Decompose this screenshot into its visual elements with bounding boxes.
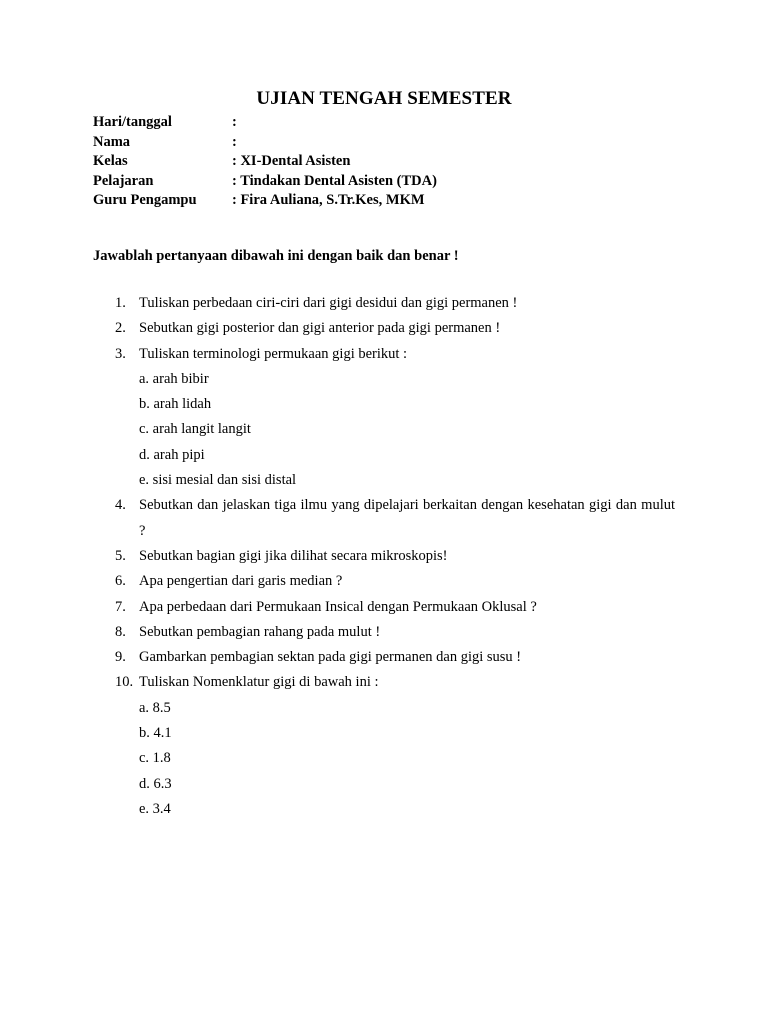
- info-label: Guru Pengampu: [93, 192, 197, 208]
- question-item: [93, 670, 675, 695]
- question-item: [93, 620, 675, 645]
- question-sub-item: e. 3.4: [139, 800, 171, 817]
- question-text: Apa perbedaan dari Permukaan Insical dengan Permukaan Oklusal ?: [139, 598, 537, 615]
- question-item: [93, 569, 675, 594]
- question-number: [93, 595, 139, 620]
- question-item: [93, 493, 675, 544]
- exam-info-block: [93, 113, 437, 211]
- question-number-label: 2.: [115, 320, 126, 337]
- question-list: [93, 291, 675, 822]
- question-text: Tuliskan Nomenklatur gigi di bawah ini :: [139, 674, 379, 691]
- question-number-label: 9.: [115, 649, 126, 666]
- question-number: [93, 645, 139, 670]
- info-row-subject: [93, 172, 437, 192]
- question-sub-item: d. 6.3: [139, 775, 172, 792]
- question-number-label: 3.: [115, 345, 126, 362]
- question-number: [93, 342, 139, 367]
- instruction-text: Jawablah pertanyaan dibawah ini dengan baik dan benar !: [93, 248, 459, 264]
- question-sub-item: b. 4.1: [139, 725, 172, 742]
- info-value: : Fira Auliana, S.Tr.Kes, MKM: [232, 192, 425, 208]
- question-number-label: 5.: [115, 547, 126, 564]
- info-label: Nama: [93, 133, 131, 150]
- info-row-name: [93, 133, 437, 153]
- question-number: [93, 569, 139, 594]
- info-value: :: [232, 114, 237, 130]
- question-item: [93, 544, 675, 569]
- info-value: : XI-Dental Asisten: [232, 153, 351, 169]
- question-number: [93, 544, 139, 569]
- info-row-teacher: [93, 191, 437, 211]
- question-text: Tuliskan terminologi permukaan gigi berikut :: [139, 345, 408, 362]
- question-text: Sebutkan dan jelaskan tiga ilmu yang dipelajari berkaitan dengan kesehatan gigi dan mulut ?: [139, 497, 675, 539]
- question-number-label: 8.: [115, 623, 126, 640]
- info-value: : Tindakan Dental Asisten (TDA): [232, 172, 437, 189]
- question-sub-item: b. arah lidah: [139, 396, 212, 413]
- question-number: [93, 291, 139, 316]
- question-item: [93, 595, 675, 620]
- question-text: Sebutkan bagian gigi jika dilihat secara mikroskopis!: [139, 547, 448, 564]
- info-label: Pelajaran: [93, 172, 154, 189]
- question-text: Sebutkan gigi posterior dan gigi anterior pada gigi permanen !: [139, 320, 501, 337]
- question-number-label: 7.: [115, 598, 126, 615]
- question-text: Gambarkan pembagian sektan pada gigi permanen dan gigi susu !: [139, 649, 522, 666]
- info-row-date: [93, 113, 437, 133]
- question-number: [93, 670, 139, 695]
- question-number: [93, 620, 139, 645]
- question-number-label: 1.: [115, 295, 126, 311]
- info-label: Kelas: [93, 153, 128, 169]
- question-item: [93, 291, 675, 316]
- question-text: Sebutkan pembagian rahang pada mulut !: [139, 623, 381, 640]
- question-sub-item: d. arah pipi: [139, 446, 205, 463]
- question-sub-item: e. sisi mesial dan sisi distal: [139, 472, 297, 489]
- question-number-label: 10.: [115, 674, 134, 691]
- question-number-label: 6.: [115, 573, 126, 590]
- question-text: Tuliskan perbedaan ciri-ciri dari gigi desidui dan gigi permanen !: [139, 295, 518, 311]
- question-item: [93, 645, 675, 670]
- question-number-label: 4.: [115, 497, 126, 514]
- info-value: :: [232, 133, 237, 150]
- question-text: Apa pengertian dari garis median ?: [139, 573, 343, 590]
- question-sub-item: a. 8.5: [139, 699, 171, 716]
- question-number: [93, 316, 139, 341]
- question-item: [93, 342, 675, 367]
- question-item: [93, 316, 675, 341]
- question-sub-item: c. 1.8: [139, 750, 171, 767]
- question-sub-item: a. arah bibir: [139, 370, 209, 387]
- page-title: UJIAN TENGAH SEMESTER: [256, 88, 512, 109]
- question-sub-item: c. arah langit langit: [139, 421, 251, 438]
- info-row-class: [93, 152, 437, 172]
- info-label: Hari/tanggal: [93, 114, 172, 130]
- question-number: [93, 493, 139, 544]
